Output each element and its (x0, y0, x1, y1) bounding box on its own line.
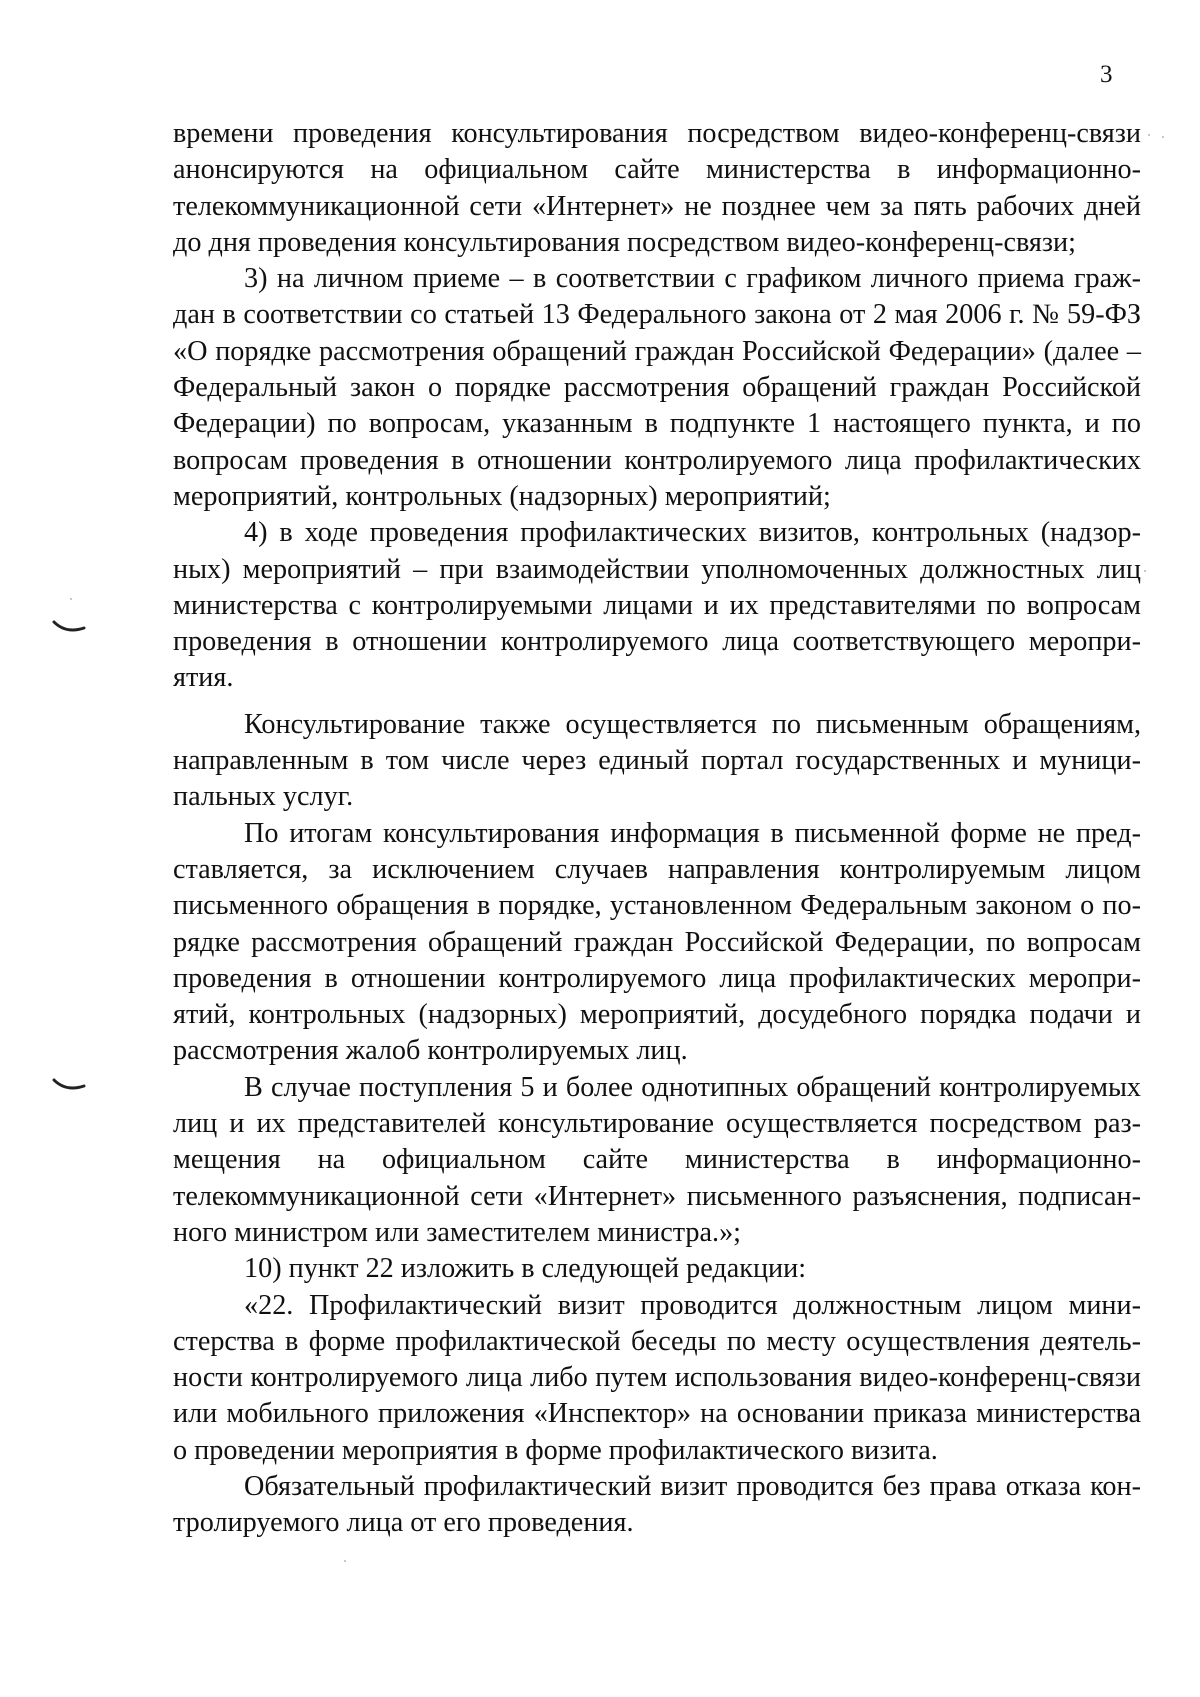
binding-hole-mark-lower (52, 1078, 86, 1092)
scan-speck (70, 598, 72, 600)
paragraph-point-22: «22. Профилактический визит проводится должностным лицом министерства в форме профилактической беседы по месту осуществления деятельности контролируемого лица либо путем использования видео-конференц-связи или мобильного приложения «Инспектор» на основании приказа министерства о проведении мероприятия в форме профилактического визита. (173, 1289, 1141, 1466)
paragraph-item-3: 3) на личном приеме – в соответствии с графиком личного приема граждан в соответствии со статьей 13 Федерального закона от 2 мая 2006 г. № 59-ФЗ «О порядке рассмотрения обращений граждан Российской Федерации» (далее – Федеральный закон о порядке рассмотрения обращений граждан Российской Федерации) по вопросам, указанным в подпункте 1 настоящего пункта, и по вопросам проведения в отношении контролируемого лица профилактических мероприятий, контрольных (надзорных) мероприятий; (173, 263, 1141, 512)
binding-hole-mark-upper (52, 620, 86, 634)
document-body (173, 116, 1141, 1542)
paragraph-item-4: 4) в ходе проведения профилактических визитов, контрольных (надзорных) мероприятий – при взаимодействии уполномоченных должностных лиц министерства с контролируемыми лицами и их представителями по вопросам проведения в отношении контролируемого лица соответствующего мероприятия. (173, 517, 1141, 694)
paragraph-mandatory-visit: Обязательный профилактический визит проводится без права отказа контролируемого лица от его проведения. (173, 1470, 1141, 1539)
paragraph-five-or-more: В случае поступления 5 и более однотипных обращений контролируемых лиц и их представителей консультирование осуществляется посредством размещения на официальном сайте министерства в информационно-телекоммуникационной сети «Интернет» письменного разъяснения, подписанного министром или заместителем министра.»; (173, 1071, 1141, 1248)
scan-speck (1148, 134, 1150, 136)
paragraph-written-form: По итогам консультирования информация в письменной форме не представляется, за исключением случаев направления контролируемым лицом письменного обращения в порядке, установленном Федеральным законом о порядке рассмотрения обращений граждан Российской Федерации, по вопросам проведения в отношении контролируемого лица профилактических мероприятий, контрольных (надзорных) мероприятий, досудебного порядка подачи и рассмотрения жалоб контролируемых лиц. (173, 817, 1141, 1067)
scan-speck (344, 1560, 346, 1562)
scan-speck (1144, 570, 1146, 572)
paragraph-continuation: времени проведения консультирования посредством видео-конференц-связи анонсируются на официальном сайте министерства в информационно-телекоммуникационной сети «Интернет» не позднее чем за пять рабочих дней до дня проведения консультирования посредством видео-конференц-связи; (173, 118, 1141, 258)
paragraph-item-10: 10) пункт 22 изложить в следующей редакции: (244, 1253, 807, 1285)
scan-speck (1162, 136, 1164, 138)
paragraph-written-requests: Консультирование также осуществляется по письменным обращениям, направленным в том числе через единый портал государственных и муниципальных услуг. (173, 708, 1141, 813)
page-number: 3 (1100, 61, 1113, 88)
